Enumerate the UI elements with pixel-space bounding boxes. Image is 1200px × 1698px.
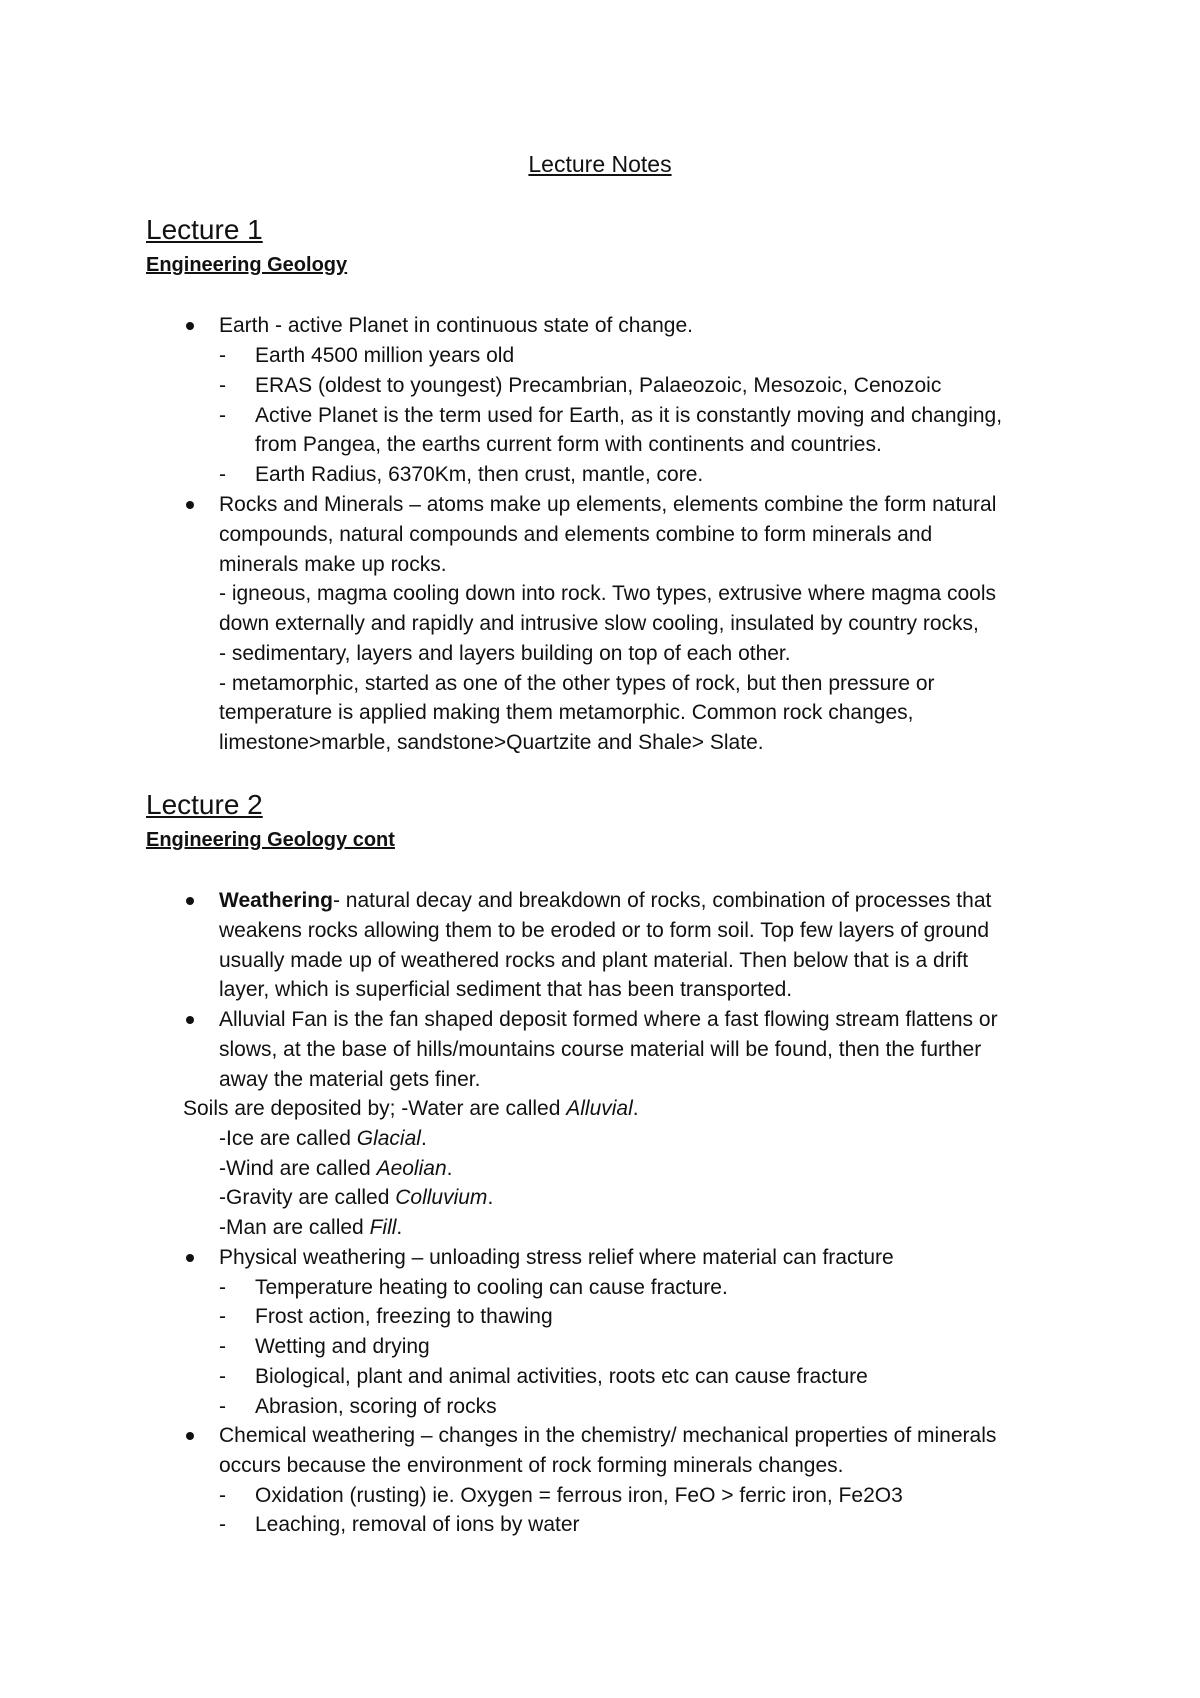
soil-term: Colluvium [395, 1186, 488, 1209]
weathering-line: usually made up of weathered rocks and plant material. Then below that is a drift [219, 949, 969, 972]
lecture-2-heading: Lecture 2 [146, 789, 263, 820]
lecture-1-subheading: Engineering Geology [146, 254, 348, 276]
soil-term: Glacial [356, 1127, 421, 1150]
dash-marker: - [219, 404, 226, 427]
soil-term: Fill [369, 1216, 397, 1239]
weathering-term: Weathering [219, 889, 333, 912]
lecture-1-heading: Lecture 1 [146, 214, 263, 245]
dash-marker: - [219, 1484, 226, 1507]
rocks-line: - sedimentary, layers and layers building on top of each other. [219, 642, 791, 665]
earth-sub-item-cont: from Pangea, the earths current form with continents and countries. [255, 433, 882, 456]
dash-marker: - [219, 463, 226, 486]
chemical-sub-item: Leaching, removal of ions by water [255, 1513, 580, 1536]
rocks-line: temperature is applied making them metamorphic. Common rock changes, [219, 701, 914, 724]
dash-marker: - [219, 1305, 226, 1328]
bullet-icon [186, 322, 194, 330]
weathering-text: - natural decay and breakdown of rocks, combination of processes that [332, 889, 992, 912]
earth-sub-item: Earth 4500 million years old [255, 344, 515, 367]
dash-marker: - [219, 344, 226, 367]
lecture-2-subheading: Engineering Geology cont [146, 829, 395, 851]
dash-marker: - [219, 1365, 226, 1388]
page-title: Lecture Notes [528, 151, 672, 177]
chemical-weathering: occurs because the environment of rock forming minerals changes. [219, 1454, 844, 1477]
bullet-icon [186, 1016, 194, 1024]
soils-line: -Wind are called Aeolian. [219, 1157, 453, 1180]
dash-marker: - [219, 1395, 226, 1418]
earth-bullet: Earth - active Planet in continuous state of change. [219, 314, 693, 337]
soil-term: Aeolian [376, 1157, 447, 1180]
alluvial-line: Alluvial Fan is the fan shaped deposit formed where a fast flowing stream flattens or [219, 1008, 998, 1031]
physical-sub-item: Temperature heating to cooling can cause fracture. [255, 1276, 728, 1299]
physical-weathering: Physical weathering – unloading stress relief where material can fracture [219, 1246, 894, 1269]
dash-marker: - [219, 1513, 226, 1536]
chemical-weathering: Chemical weathering – changes in the chemistry/ mechanical properties of minerals [219, 1424, 997, 1447]
rocks-line: compounds, natural compounds and elements combine to form minerals and [219, 523, 933, 546]
physical-sub-item: Wetting and drying [255, 1335, 430, 1358]
dash-marker: - [219, 1335, 226, 1358]
earth-sub-item: ERAS (oldest to youngest) Precambrian, Palaeozoic, Mesozoic, Cenozoic [255, 374, 942, 397]
soils-line: -Ice are called Glacial. [219, 1127, 427, 1150]
rocks-line: - igneous, magma cooling down into rock. Two types, extrusive where magma cools [219, 582, 996, 605]
earth-sub-item: Active Planet is the term used for Earth, as it is constantly moving and changing, [255, 404, 1003, 427]
rocks-line: - metamorphic, started as one of the other types of rock, but then pressure or [219, 672, 935, 695]
weathering-line: weakens rocks allowing them to be eroded or to form soil. Top few layers of ground [219, 919, 990, 942]
soil-term: Alluvial [566, 1097, 633, 1120]
dash-marker: - [219, 1276, 226, 1299]
soils-line: -Man are called Fill. [219, 1216, 403, 1239]
weathering-line: layer, which is superficial sediment that has been transported. [219, 978, 793, 1001]
earth-sub-item: Earth Radius, 6370Km, then crust, mantle, core. [255, 463, 704, 486]
dash-marker: - [219, 374, 226, 397]
alluvial-line: slows, at the base of hills/mountains course material will be found, then the further [219, 1038, 982, 1061]
rocks-line: Rocks and Minerals – atoms make up elements, elements combine the form natural [219, 493, 997, 516]
bullet-icon [186, 1254, 194, 1262]
soils-line: Soils are deposited by; -Water are called Alluvial. [183, 1097, 639, 1120]
bullet-icon [186, 1432, 194, 1440]
physical-sub-item: Frost action, freezing to thawing [255, 1305, 553, 1328]
bullet-icon [186, 897, 194, 905]
physical-sub-item: Biological, plant and animal activities, roots etc can cause fracture [255, 1365, 868, 1388]
rocks-line: minerals make up rocks. [219, 553, 447, 576]
rocks-line: limestone>marble, sandstone>Quartzite and Shale> Slate. [219, 731, 764, 754]
weathering-line [219, 887, 991, 915]
rocks-line: down externally and rapidly and intrusive slow cooling, insulated by country rocks, [219, 612, 979, 635]
physical-sub-item: Abrasion, scoring of rocks [255, 1395, 497, 1418]
alluvial-line: away the material gets finer. [219, 1068, 481, 1091]
soils-line: -Gravity are called Colluvium. [219, 1186, 494, 1209]
bullet-icon [186, 501, 194, 509]
chemical-sub-item: Oxidation (rusting) ie. Oxygen = ferrous iron, FeO > ferric iron, Fe2O3 [255, 1484, 903, 1507]
